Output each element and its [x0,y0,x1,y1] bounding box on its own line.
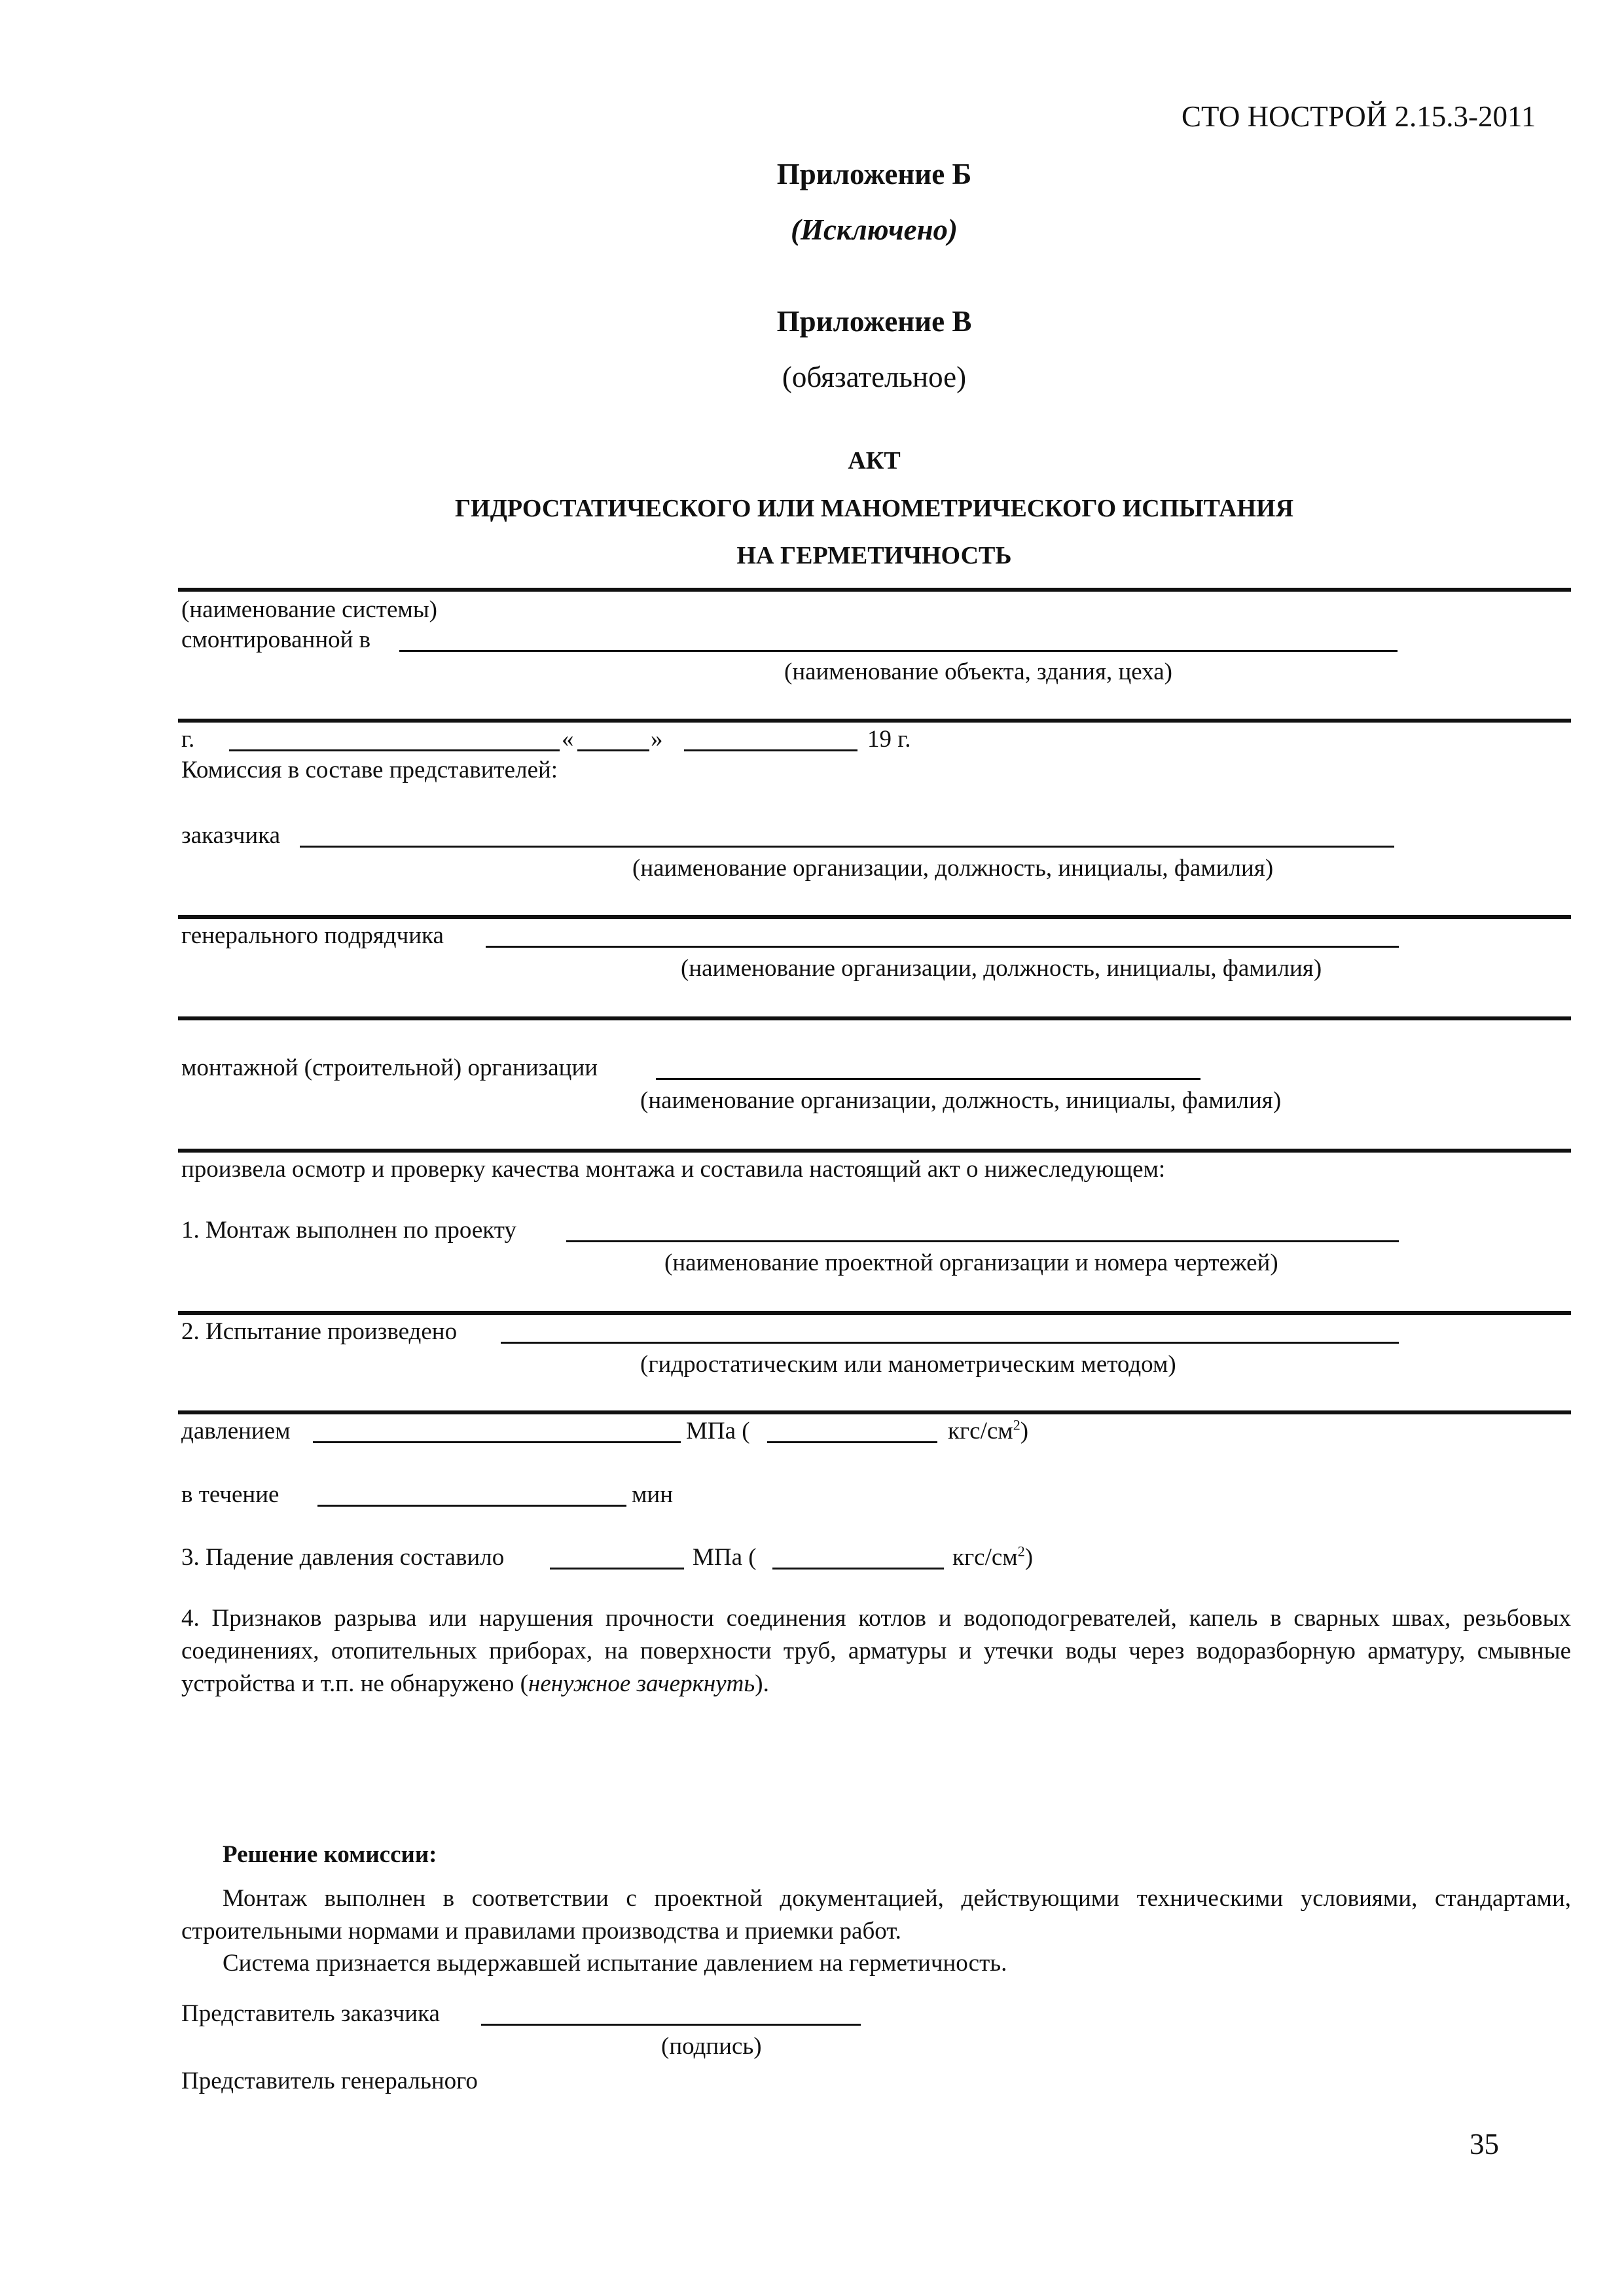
general-contractor-field[interactable] [486,946,1399,948]
decision-title: Решение комиссии: [223,1841,437,1868]
appendix-c-status: (обязательное) [782,361,967,393]
test-method-field[interactable] [501,1342,1399,1344]
customer-rep-label: Представитель заказчика [181,2000,440,2027]
divider [178,915,1571,919]
object-name-field[interactable] [399,650,1398,652]
pressure-kgf-field[interactable] [767,1441,937,1443]
object-caption: (наименование объекта, здания, цеха) [784,658,1172,685]
pressure-label: давлением [181,1418,291,1444]
general-contractor-caption: (наименование организации, должность, инициалы, фамилия) [681,955,1322,982]
inspection-text: произвела осмотр и проверку качества монтажа и составила настоящий акт о нижеследующем: [181,1156,1166,1183]
item1-label: 1. Монтаж выполнен по проекту [181,1217,516,1244]
mounting-org-label: монтажной (строительной) организации [181,1054,598,1081]
quote-open: « [562,726,574,753]
divider [178,1410,1571,1414]
customer-signature-field[interactable] [481,2024,861,2026]
duration-field[interactable] [317,1505,626,1507]
item2-caption: (гидростатическим или манометрическим методом) [640,1351,1176,1378]
mounted-in-label: смонтированной в [181,626,371,653]
decision-paragraph-1: Монтаж выполнен в соответствии с проектной документацией, действующими техническими условиями, стандартами, строительными нормами и правилами производства и приемки работ. [181,1885,1571,1945]
general-rep-label: Представитель генерального [181,2068,478,2094]
city-field[interactable] [229,749,560,751]
pressure-kgf-unit: кгс/$см^2$) [948,1416,1029,1444]
commission-label: Комиссия в составе представителей: [181,757,558,783]
general-contractor-label: генерального подрядчика [181,922,444,949]
city-prefix: г. [181,726,195,753]
customer-caption: (наименование организации, должность, инициалы, фамилия) [632,855,1274,882]
system-caption: (наименование системы) [181,596,437,623]
item2-label: 2. Испытание произведено [181,1318,458,1345]
item3-mpa-unit: МПа ( [693,1544,757,1571]
act-subtitle-2: НА ГЕРМЕТИЧНОСТЬ [736,542,1012,569]
customer-label: заказчика [181,822,280,849]
divider [178,588,1571,592]
pressure-drop-kgf-field[interactable] [772,1568,944,1570]
customer-field[interactable] [300,846,1394,848]
item4-paragraph: 4. Признаков разрыва или нарушения прочности соединения котлов и водоподогревателей, капель в сварных швах, резьбовых соединениях, отопительных приборах, на поверхности труб, арматуры и утечки воды через водоразборную арматуру, смывные устройства и т.п. не обнаружено (ненужное зачеркнуть). [181,1605,1571,1697]
year-suffix: 19 г. [867,726,911,753]
day-field[interactable] [577,749,649,751]
mounting-org-caption: (наименование организации, должность, инициалы, фамилия) [640,1087,1282,1114]
quote-close: » [651,726,663,753]
act-subtitle-1: ГИДРОСТАТИЧЕСКОГО ИЛИ МАНОМЕТРИЧЕСКОГО ИСПЫТАНИЯ [454,495,1294,522]
minutes-unit: мин [632,1481,674,1508]
divider [178,1149,1571,1153]
item3-label: 3. Падение давления составило [181,1544,505,1571]
appendix-b-status: (Исключено) [790,213,958,246]
divider [178,719,1571,723]
divider [178,1311,1571,1315]
document-code: СТО НОСТРОЙ 2.15.3-2011 [1182,100,1536,133]
item3-kgf-unit: кгс/$см^2$) [952,1543,1034,1571]
item1-caption: (наименование проектной организации и номера чертежей) [664,1249,1278,1276]
project-field[interactable] [566,1240,1399,1242]
page-number: 35 [1470,2128,1499,2161]
appendix-b-title: Приложение Б [776,158,972,190]
month-field[interactable] [684,749,857,751]
divider [178,1016,1571,1020]
signature-caption: (подпись) [661,2033,762,2060]
mounting-org-field[interactable] [656,1078,1200,1080]
act-title: АКТ [848,447,901,475]
duration-label: в течение [181,1481,280,1508]
appendix-c-title: Приложение В [776,305,972,338]
pressure-mpa-unit: МПа ( [686,1418,750,1444]
pressure-mpa-field[interactable] [313,1441,681,1443]
pressure-drop-mpa-field[interactable] [550,1568,684,1570]
decision-paragraph-2: Система признается выдержавшей испытание давлением на герметичность. [223,1950,1007,1977]
